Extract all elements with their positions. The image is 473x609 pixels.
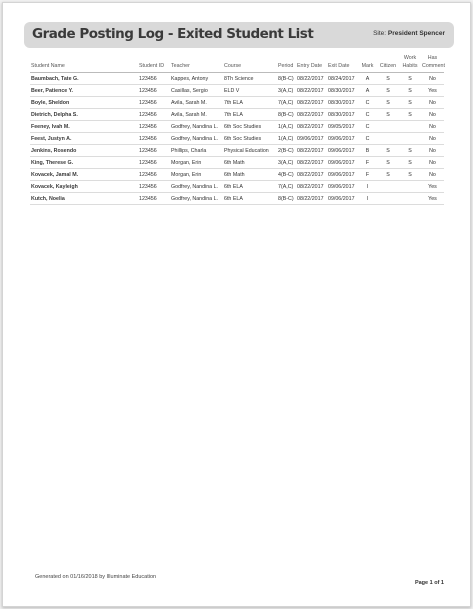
col-header-teacher: Teacher <box>170 55 223 73</box>
cell-work-habits: S <box>399 97 421 109</box>
table-row <box>30 73 444 85</box>
cell-work-habits: S <box>399 145 421 157</box>
cell-student-name: Kutch, Noelia <box>30 193 138 205</box>
cell-citizen: S <box>377 73 399 85</box>
cell-period: 8(B-C) <box>277 73 296 85</box>
cell-entry-date: 08/22/2017 <box>296 193 327 205</box>
site-info <box>373 30 445 37</box>
cell-entry-date: 08/22/2017 <box>296 169 327 181</box>
cell-mark: C <box>358 109 377 121</box>
cell-entry-date: 08/22/2017 <box>296 181 327 193</box>
cell-work-habits <box>399 133 421 145</box>
table-row <box>30 97 444 109</box>
report-page <box>2 2 471 607</box>
cell-citizen: S <box>377 157 399 169</box>
cell-work-habits: S <box>399 169 421 181</box>
cell-exit-date: 09/06/2017 <box>327 145 358 157</box>
cell-student-name: Boyle, Sheldon <box>30 97 138 109</box>
cell-course: Physical Education <box>223 145 277 157</box>
cell-entry-date: 08/22/2017 <box>296 157 327 169</box>
col-header-course: Course <box>223 55 277 73</box>
cell-student-name: Jenkins, Rosendo <box>30 145 138 157</box>
table-row <box>30 157 444 169</box>
table-row <box>30 169 444 181</box>
cell-course: 6th Math <box>223 157 277 169</box>
exited-student-table <box>30 55 444 205</box>
site-label: Site: <box>373 30 387 37</box>
cell-citizen: S <box>377 169 399 181</box>
cell-exit-date: 09/06/2017 <box>327 133 358 145</box>
cell-student-id: 123456 <box>138 193 170 205</box>
cell-exit-date: 09/05/2017 <box>327 121 358 133</box>
cell-work-habits: S <box>399 109 421 121</box>
cell-has-comment: No <box>421 109 444 121</box>
cell-student-id: 123456 <box>138 181 170 193</box>
cell-work-habits: S <box>399 157 421 169</box>
cell-student-name: Baumbach, Tate G. <box>30 73 138 85</box>
cell-exit-date: 09/06/2017 <box>327 181 358 193</box>
cell-teacher: Godfrey, Nandina L. <box>170 181 223 193</box>
cell-entry-date: 08/22/2017 <box>296 73 327 85</box>
cell-has-comment: Yes <box>421 181 444 193</box>
cell-mark: B <box>358 145 377 157</box>
cell-has-comment: No <box>421 157 444 169</box>
cell-has-comment: No <box>421 97 444 109</box>
cell-student-id: 123456 <box>138 109 170 121</box>
col-header-citizen: Citizen <box>377 55 399 73</box>
cell-has-comment: Yes <box>421 193 444 205</box>
cell-period: 4(B-C) <box>277 169 296 181</box>
report-header <box>24 22 454 48</box>
cell-exit-date: 08/30/2017 <box>327 85 358 97</box>
cell-student-id: 123456 <box>138 145 170 157</box>
table-row <box>30 121 444 133</box>
cell-course: 6th ELA <box>223 193 277 205</box>
cell-mark: A <box>358 85 377 97</box>
col-header-mark: Mark <box>358 55 377 73</box>
cell-exit-date: 09/06/2017 <box>327 169 358 181</box>
cell-entry-date: 08/22/2017 <box>296 85 327 97</box>
cell-period: 3(A,C) <box>277 85 296 97</box>
cell-course: 8Th Science <box>223 73 277 85</box>
cell-exit-date: 09/06/2017 <box>327 157 358 169</box>
cell-student-name: Kovacek, Kayleigh <box>30 181 138 193</box>
cell-mark: C <box>358 133 377 145</box>
cell-entry-date: 08/22/2017 <box>296 97 327 109</box>
table-row <box>30 193 444 205</box>
cell-student-name: Beer, Patience Y. <box>30 85 138 97</box>
cell-exit-date: 08/30/2017 <box>327 97 358 109</box>
cell-entry-date: 08/22/2017 <box>296 109 327 121</box>
cell-citizen: S <box>377 145 399 157</box>
cell-period: 2(B-C) <box>277 145 296 157</box>
cell-course: ELD V <box>223 85 277 97</box>
cell-teacher: Avila, Sarah M. <box>170 97 223 109</box>
cell-student-id: 123456 <box>138 85 170 97</box>
table-row <box>30 145 444 157</box>
cell-citizen <box>377 181 399 193</box>
col-header-work-habits <box>399 55 421 73</box>
cell-student-id: 123456 <box>138 121 170 133</box>
cell-citizen: S <box>377 85 399 97</box>
cell-work-habits <box>399 121 421 133</box>
cell-exit-date: 08/30/2017 <box>327 109 358 121</box>
cell-period: 1(A,C) <box>277 133 296 145</box>
work-habits-line2: Habits <box>402 62 418 69</box>
cell-citizen: S <box>377 97 399 109</box>
cell-mark: I <box>358 181 377 193</box>
cell-entry-date: 08/22/2017 <box>296 145 327 157</box>
table-row <box>30 181 444 193</box>
cell-course: 7th ELA <box>223 97 277 109</box>
cell-mark: F <box>358 157 377 169</box>
cell-citizen <box>377 121 399 133</box>
cell-mark: F <box>358 169 377 181</box>
cell-student-name: King, Therese G. <box>30 157 138 169</box>
page-title: Grade Posting Log - Exited Student List <box>32 26 314 42</box>
cell-period: 1(A,C) <box>277 121 296 133</box>
generated-note: Generated on 01/16/2018 by Illuminate Education <box>35 574 157 580</box>
cell-teacher: Kappes, Antony <box>170 73 223 85</box>
table-row <box>30 133 444 145</box>
cell-student-id: 123456 <box>138 157 170 169</box>
cell-student-id: 123456 <box>138 169 170 181</box>
cell-has-comment: No <box>421 133 444 145</box>
col-header-exit-date: Exit Date <box>327 55 358 73</box>
site-name: President Spencer <box>387 30 445 37</box>
cell-mark: A <box>358 73 377 85</box>
cell-has-comment: No <box>421 73 444 85</box>
cell-exit-date: 08/24/2017 <box>327 73 358 85</box>
cell-teacher: Godfrey, Nandina L. <box>170 193 223 205</box>
cell-work-habits: S <box>399 85 421 97</box>
cell-student-name: Feest, Justyn A. <box>30 133 138 145</box>
cell-period: 7(A,C) <box>277 97 296 109</box>
cell-mark: C <box>358 121 377 133</box>
table-header-row <box>30 55 444 73</box>
cell-work-habits: S <box>399 73 421 85</box>
cell-teacher: Morgan, Erin <box>170 157 223 169</box>
cell-student-id: 123456 <box>138 97 170 109</box>
cell-teacher: Avila, Sarah M. <box>170 109 223 121</box>
cell-has-comment: No <box>421 121 444 133</box>
cell-course: 6th Soc Studies <box>223 121 277 133</box>
cell-teacher: Morgan, Erin <box>170 169 223 181</box>
table-body <box>30 73 444 205</box>
cell-course: 6th ELA <box>223 181 277 193</box>
col-header-student-id: Student ID <box>138 55 170 73</box>
cell-teacher: Godfrey, Nandina L. <box>170 133 223 145</box>
cell-period: 8(B-C) <box>277 109 296 121</box>
has-comment-line2: Comment <box>422 62 445 69</box>
cell-period: 7(A,C) <box>277 181 296 193</box>
cell-mark: I <box>358 193 377 205</box>
cell-student-name: Feeney, Ivah M. <box>30 121 138 133</box>
col-header-entry-date: Entry Date <box>296 55 327 73</box>
cell-teacher: Phillips, Charla <box>170 145 223 157</box>
cell-entry-date: 08/22/2017 <box>296 121 327 133</box>
has-comment-line1: Has <box>427 55 438 61</box>
cell-citizen <box>377 193 399 205</box>
cell-citizen: S <box>377 109 399 121</box>
cell-period: 3(A,C) <box>277 157 296 169</box>
cell-student-id: 123456 <box>138 133 170 145</box>
cell-exit-date: 09/06/2017 <box>327 193 358 205</box>
col-header-has-comment <box>421 55 444 73</box>
cell-has-comment: Yes <box>421 85 444 97</box>
cell-has-comment: No <box>421 145 444 157</box>
table-row <box>30 85 444 97</box>
cell-student-name: Kovacek, Jamal M. <box>30 169 138 181</box>
cell-mark: C <box>358 97 377 109</box>
page-number: Page 1 of 1 <box>414 580 444 586</box>
col-header-period: Period <box>277 55 296 73</box>
cell-course: 6th Soc Studies <box>223 133 277 145</box>
cell-course: 7th ELA <box>223 109 277 121</box>
cell-teacher: Casillas, Sergio <box>170 85 223 97</box>
col-header-student-name: Student Name <box>30 55 138 73</box>
cell-teacher: Godfrey, Nandina L. <box>170 121 223 133</box>
cell-student-name: Dietrich, Delpha S. <box>30 109 138 121</box>
cell-period: 8(B-C) <box>277 193 296 205</box>
cell-student-id: 123456 <box>138 73 170 85</box>
table-row <box>30 109 444 121</box>
cell-course: 6th Math <box>223 169 277 181</box>
cell-citizen <box>377 133 399 145</box>
cell-work-habits <box>399 181 421 193</box>
cell-entry-date: 09/06/2017 <box>296 133 327 145</box>
cell-has-comment: No <box>421 169 444 181</box>
work-habits-line1: Work <box>403 55 417 61</box>
cell-work-habits <box>399 193 421 205</box>
